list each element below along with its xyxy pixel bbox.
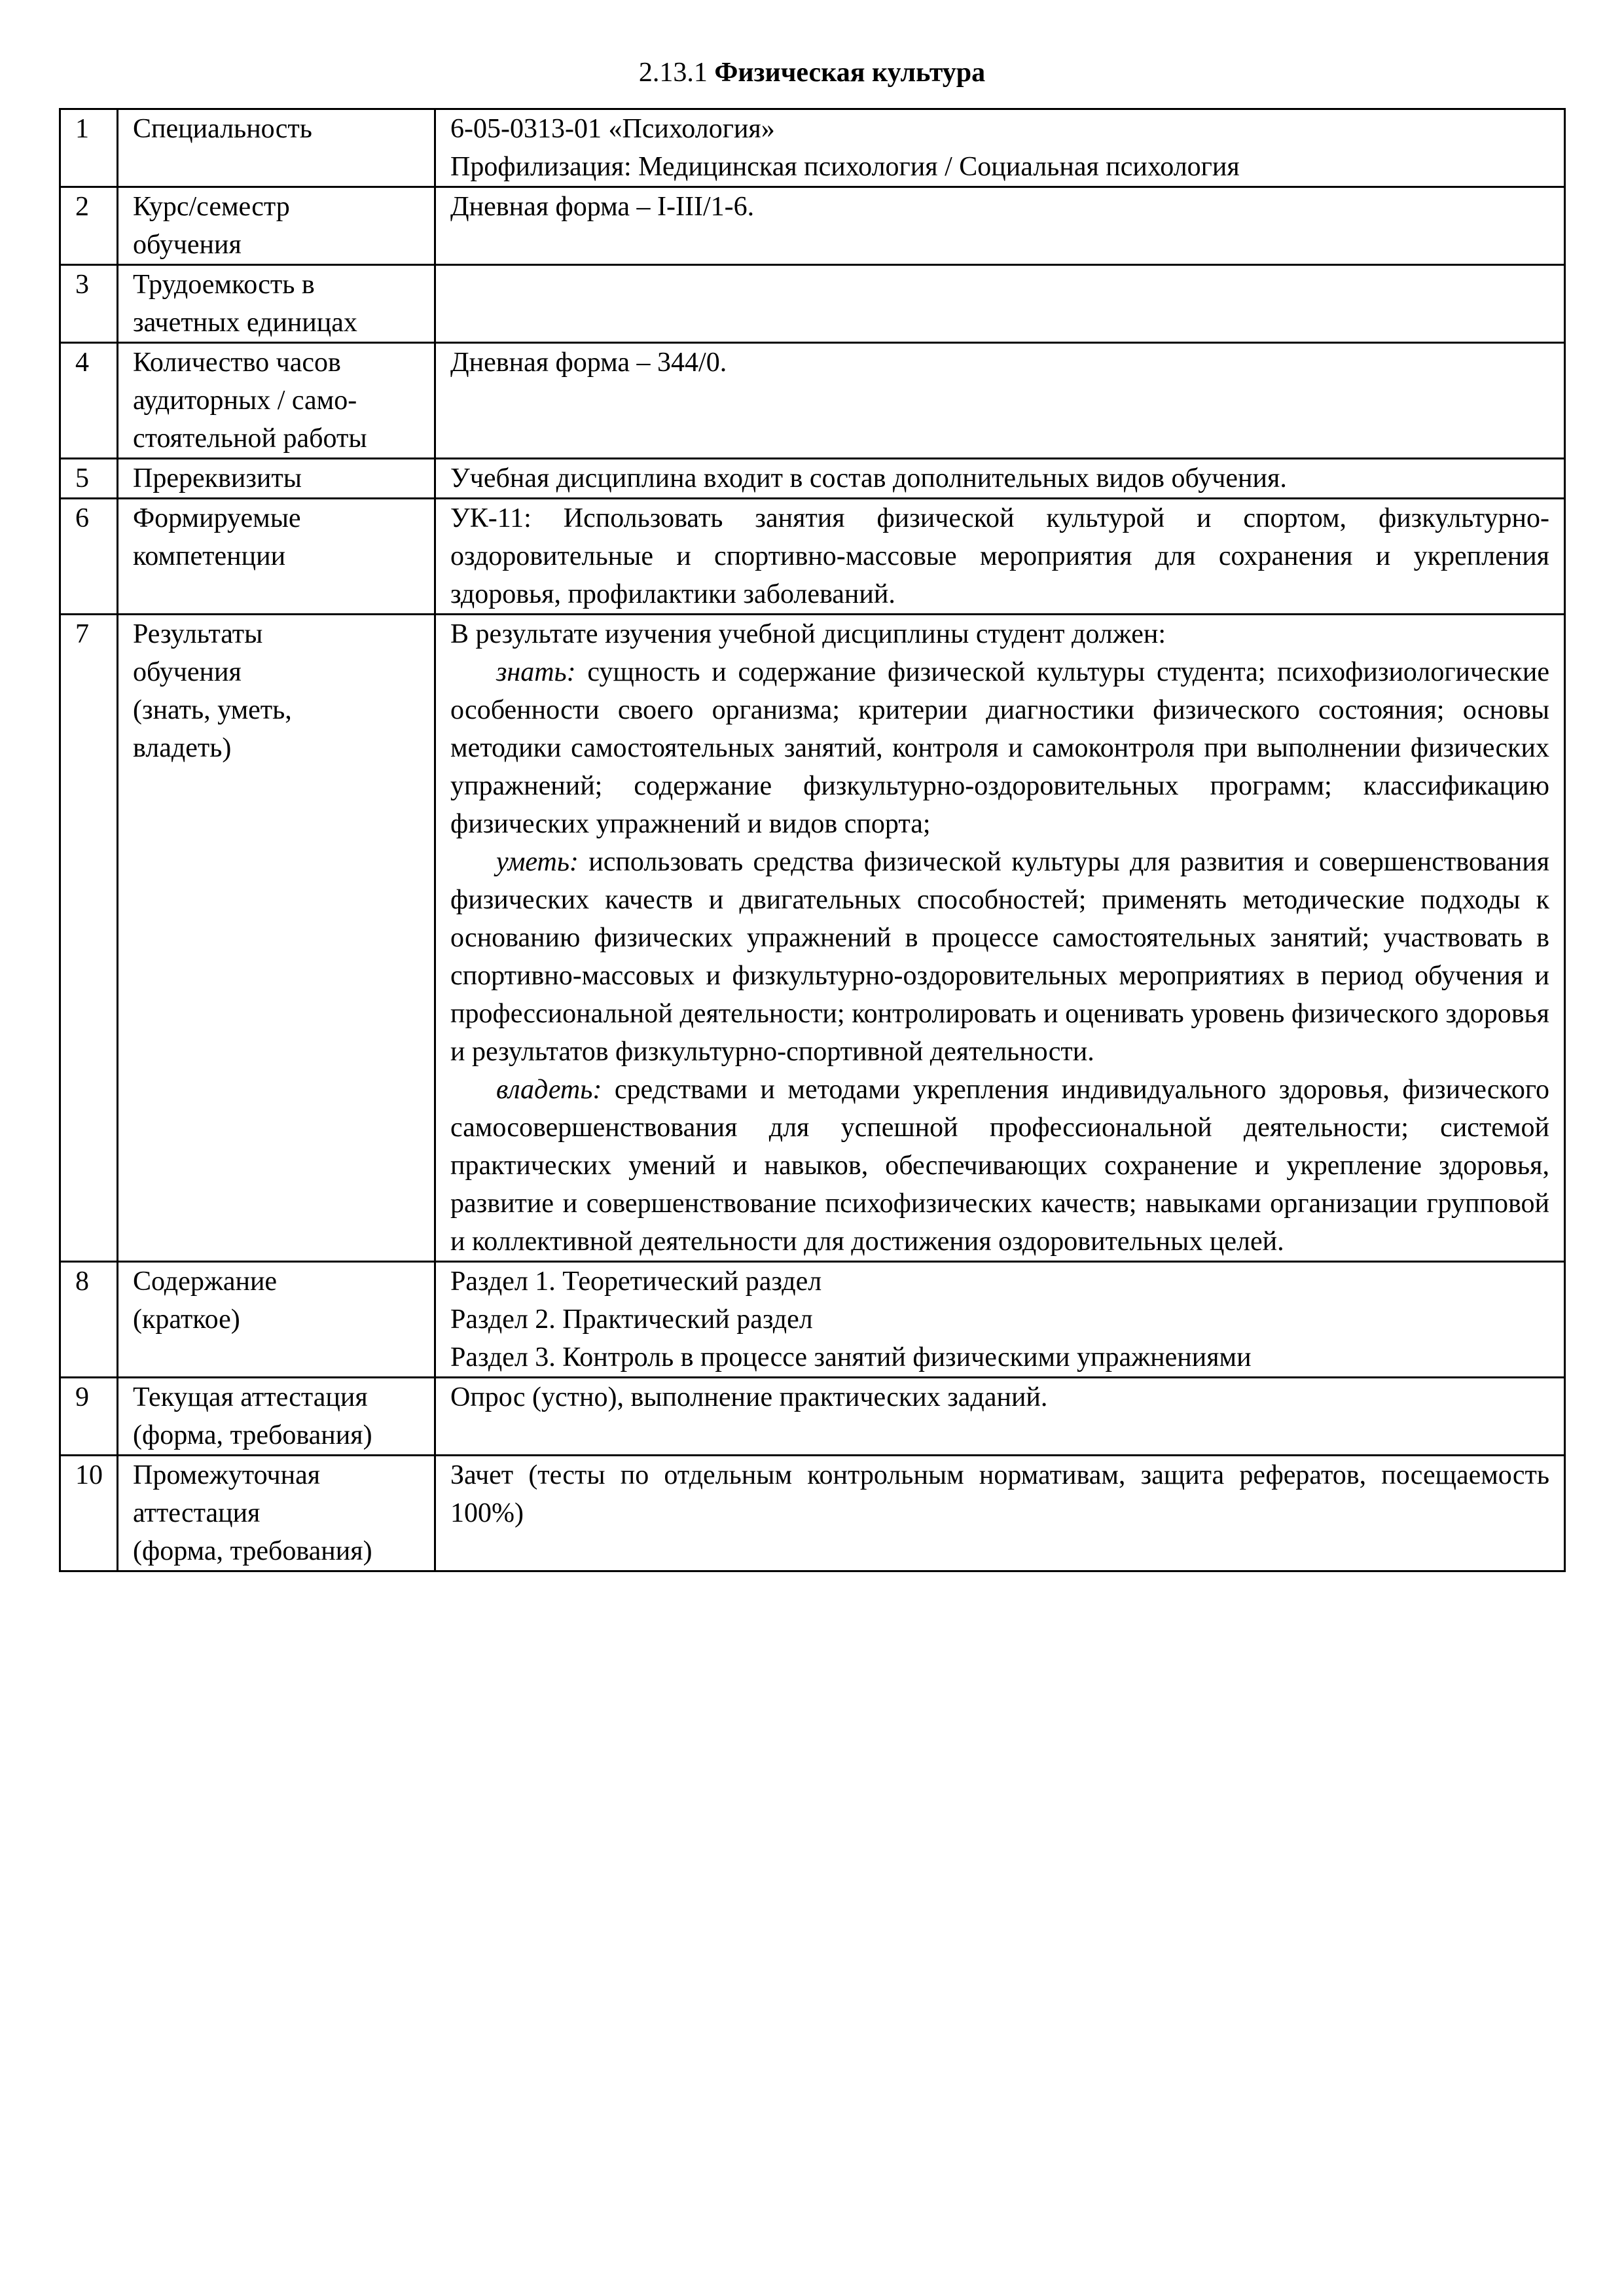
label-line: аудиторных / само-: [133, 386, 357, 416]
row-label: [118, 1456, 435, 1571]
value-paragraph: УК-11: Использовать занятия физической культурой и спортом, физкультурно-оздоровительные и спортивно-массовые мероприятия для сохранения и укрепления здоровья, профилактики заболеваний.: [450, 503, 1549, 609]
row-label: [118, 499, 435, 615]
page-title: [0, 54, 1624, 92]
label-line: Специальность: [133, 114, 312, 144]
label-line: компетенции: [133, 541, 286, 571]
label-line: Трудоемкость в: [133, 270, 315, 300]
value-line: Опрос (устно), выполнение практических заданий.: [450, 1382, 1048, 1412]
table-row: [60, 187, 1565, 265]
value-line: Дневная форма – I-III/1-6.: [450, 192, 755, 222]
table-row: [60, 343, 1565, 459]
table-row: [60, 1456, 1565, 1571]
label-line: Курс/семестр: [133, 192, 290, 222]
table-row: [60, 459, 1565, 499]
label-line: обучения: [133, 657, 242, 687]
table-row: [60, 1262, 1565, 1378]
label-line: аттестация: [133, 1498, 261, 1528]
row-label: [118, 343, 435, 459]
label-line: Количество часов: [133, 348, 341, 378]
value-line: Учебная дисциплина входит в состав дополнительных видов обучения.: [450, 463, 1287, 493]
table-row: [60, 265, 1565, 343]
row-value-empty: [435, 265, 1565, 343]
row-label: [118, 187, 435, 265]
umet-key: уметь:: [496, 847, 579, 877]
value-line: Профилизация: Медицинская психология / Социальная психология: [450, 152, 1240, 182]
results-vladet: [450, 1071, 1549, 1261]
row-value: [435, 1378, 1565, 1456]
znat-text: сущность и содержание физической культуры студента; психофизиологические особенности своего организма; критерии диагностики физического состояния; основы методики самостоятельных занятий, контроля и самоконтроля при выполнении физических упражнений; содержание физкультурно-оздоровительных программ; классификацию физических упражнений и видов спорта;: [450, 657, 1550, 839]
row-label: [118, 615, 435, 1262]
row-label: [118, 109, 435, 187]
row-value: [435, 1456, 1565, 1571]
label-line: (знать, уметь,: [133, 695, 292, 725]
label-line: Пререквизиты: [133, 463, 302, 493]
label-line: Формируемые: [133, 503, 301, 533]
section-number: 2.13.1: [638, 58, 708, 88]
label-line: владеть): [133, 733, 232, 763]
label-line: стоятельной работы: [133, 423, 367, 454]
row-label: [118, 1378, 435, 1456]
table-row: [60, 499, 1565, 615]
label-line: (краткое): [133, 1304, 240, 1335]
table-row: [60, 1378, 1565, 1456]
value-line: Раздел 2. Практический раздел: [450, 1304, 813, 1335]
znat-key: знать:: [496, 657, 576, 687]
row-number: 3: [60, 265, 118, 343]
row-value: [435, 459, 1565, 499]
value-line: Раздел 1. Теоретический раздел: [450, 1266, 822, 1297]
row-number: 4: [60, 343, 118, 459]
label-line: Содержание: [133, 1266, 278, 1297]
row-label: [118, 265, 435, 343]
row-value: [435, 187, 1565, 265]
row-value: [435, 1262, 1565, 1378]
row-value: [435, 615, 1565, 1262]
label-line: Промежуточная: [133, 1460, 321, 1490]
row-value: [435, 343, 1565, 459]
label-line: Текущая аттестация: [133, 1382, 368, 1412]
value-line: Раздел 3. Контроль в процессе занятий физическими упражнениями: [450, 1342, 1252, 1372]
row-value: [435, 499, 1565, 615]
row-label: [118, 459, 435, 499]
syllabus-table: [59, 108, 1566, 1572]
label-line: обучения: [133, 230, 242, 260]
results-umet: [450, 843, 1549, 1071]
results-intro: В результате изучения учебной дисциплины студент должен:: [450, 619, 1166, 649]
row-number: 10: [60, 1456, 118, 1571]
label-line: Результаты: [133, 619, 263, 649]
vladet-key: владеть:: [496, 1075, 602, 1105]
vladet-text: средствами и методами укрепления индивидуального здоровья, физического самосовершенствования для успешной профессиональной деятельности; системой практических умений и навыков, обеспечивающих сохранение и укрепление здоровья, развитие и совершенствование психофизических качеств; навыками организации групповой и коллективной деятельности для достижения оздоровительных целей.: [450, 1075, 1550, 1257]
section-name: Физическая культура: [714, 58, 986, 88]
row-label: [118, 1262, 435, 1378]
label-line: (форма, требования): [133, 1536, 372, 1566]
value-paragraph: Зачет (тесты по отдельным контрольным нормативам, защита рефератов, посещаемость 100%): [450, 1460, 1549, 1528]
umet-text: использовать средства физической культуры для развития и совершенствования физических качеств и двигательных способностей; применять методические подходы к основанию физических упражнений в процессе самостоятельных занятий; участвовать в спортивно-массовых и физкультурно-оздоровительных мероприятиях в период обучения и профессиональной деятельности; контролировать и оценивать уровень физического здоровья и результатов физкультурно-спортивной деятельности.: [450, 847, 1550, 1067]
row-number: 1: [60, 109, 118, 187]
label-line: зачетных единицах: [133, 308, 357, 338]
row-number: 2: [60, 187, 118, 265]
table-row: [60, 615, 1565, 1262]
row-number: 8: [60, 1262, 118, 1378]
row-number: 6: [60, 499, 118, 615]
row-number: 5: [60, 459, 118, 499]
row-value: [435, 109, 1565, 187]
table-row: [60, 109, 1565, 187]
value-line: 6-05-0313-01 «Психология»: [450, 114, 775, 144]
label-line: (форма, требования): [133, 1420, 372, 1450]
value-line: Дневная форма – 344/0.: [450, 348, 727, 378]
results-znat: [450, 653, 1549, 843]
row-number: 7: [60, 615, 118, 1262]
row-number: 9: [60, 1378, 118, 1456]
